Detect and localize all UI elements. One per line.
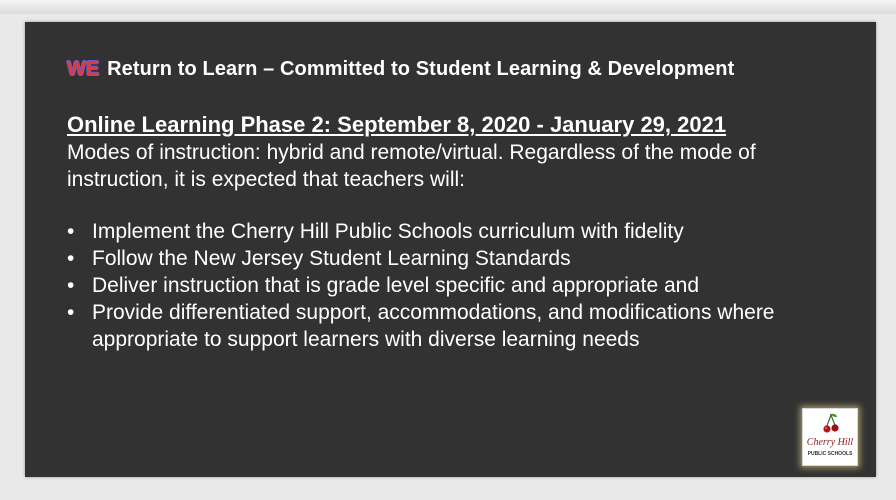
- logo-name: Cherry Hill: [806, 437, 854, 448]
- window-top-bar: [0, 0, 896, 14]
- list-item: [67, 272, 857, 299]
- bullet-icon: •: [67, 274, 75, 297]
- list-item: [67, 299, 857, 353]
- slide-title: [67, 58, 734, 81]
- cherry-icon: [823, 413, 839, 435]
- intro-paragraph: Modes of instruction: hybrid and remote/virtual. Regardless of the mode of instruction, it is expected that teachers will:: [67, 141, 756, 191]
- cherry-hill-logo: [802, 408, 858, 466]
- expectations-list: [67, 218, 857, 353]
- bullet-icon: •: [67, 220, 75, 243]
- slide-title-text: Return to Learn – Committed to Student Learning & Development: [101, 58, 735, 80]
- logo-subtitle: PUBLIC SCHOOLS: [807, 451, 853, 457]
- we-logo-text: WE: [67, 58, 100, 80]
- bullet-icon: •: [67, 301, 75, 324]
- phase-heading: Online Learning Phase 2: September 8, 2020 - January 29, 2021: [67, 112, 727, 137]
- list-item-text: Deliver instruction that is grade level specific and appropriate and: [92, 274, 700, 297]
- presentation-slide: [25, 22, 876, 477]
- list-item: [67, 218, 857, 245]
- list-item-text: Follow the New Jersey Student Learning Standards: [92, 247, 571, 270]
- list-item: [67, 245, 857, 272]
- list-item-text: Implement the Cherry Hill Public Schools curriculum with fidelity: [92, 220, 684, 243]
- bullet-icon: •: [67, 247, 75, 270]
- list-item-text: Provide differentiated support, accommodations, and modifications where appropriate to support learners with diverse learning needs: [92, 301, 775, 351]
